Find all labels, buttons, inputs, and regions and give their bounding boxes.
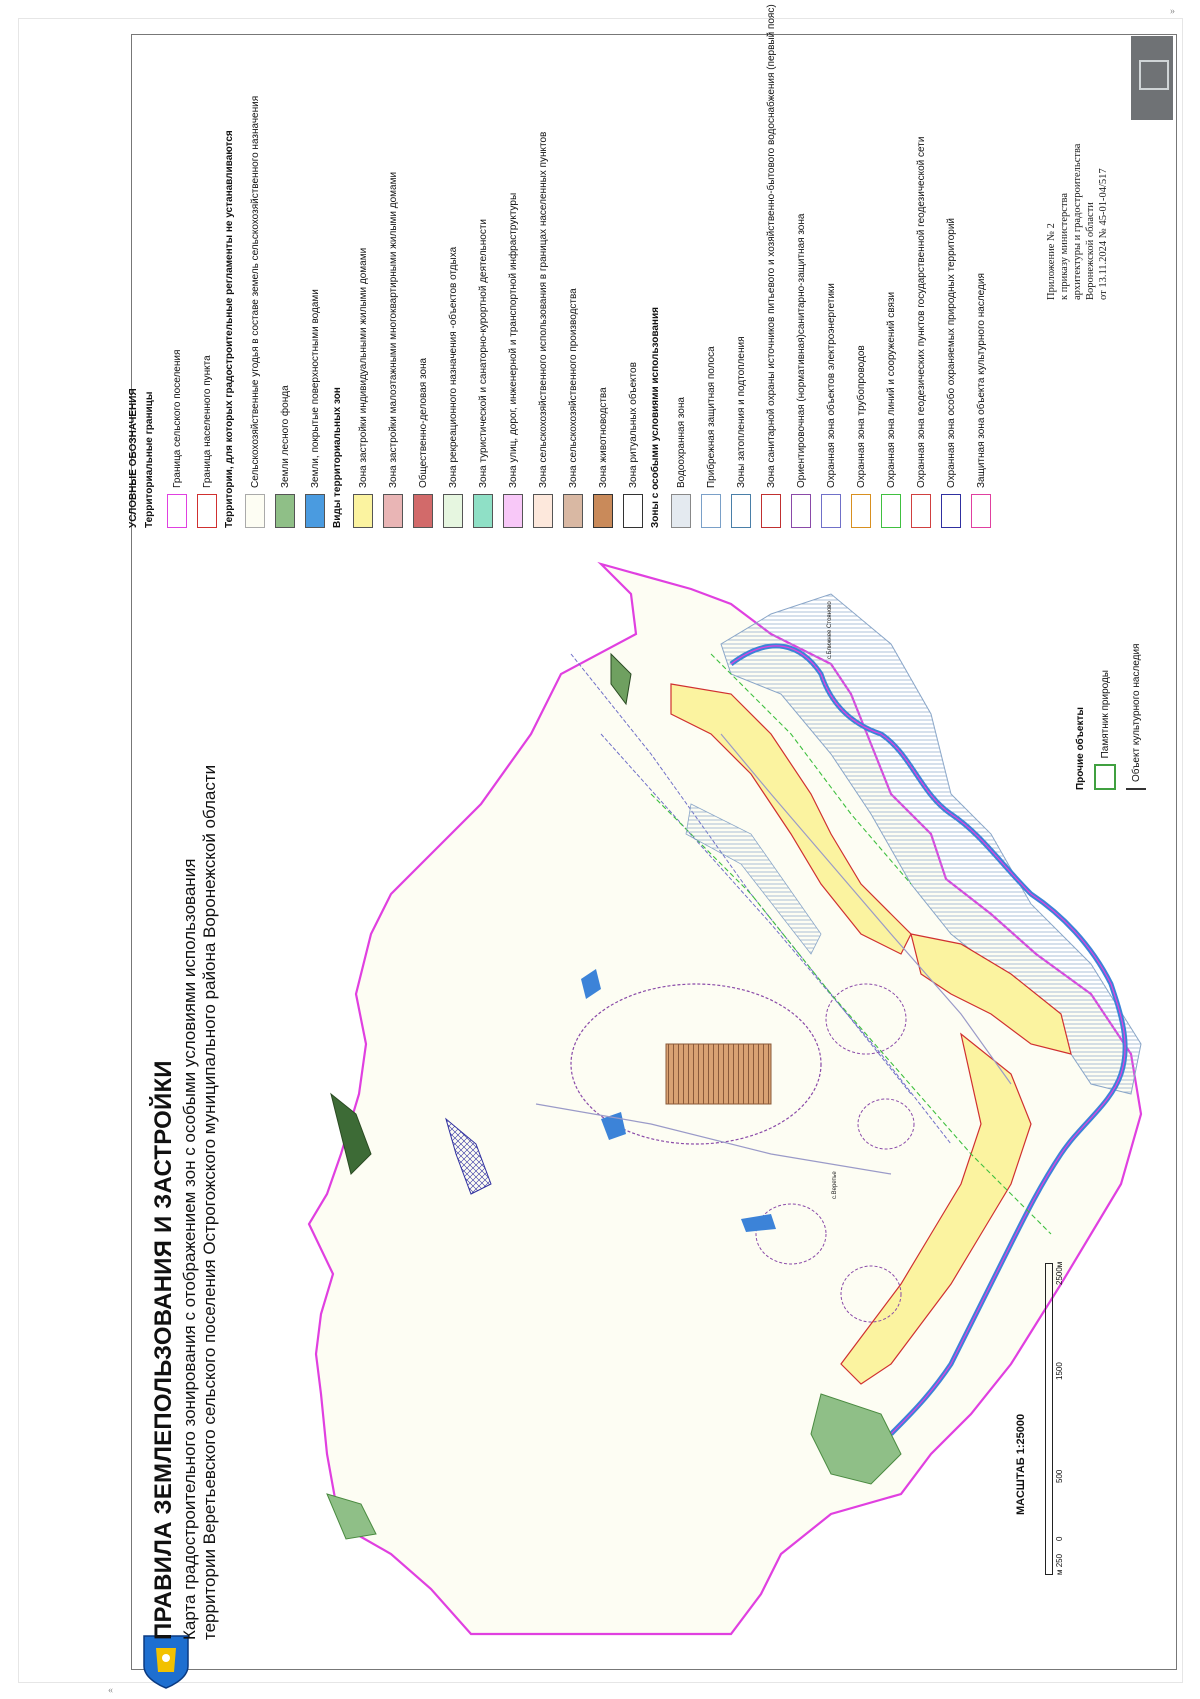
legend-row-sanitary-zone: [758, 4, 784, 528]
nature-monument-icon: [1094, 764, 1116, 790]
legend-section-boundaries: Территориальные границы: [144, 391, 155, 528]
legend-swatch-zone-individual: [353, 494, 373, 528]
legend-label: Объект культурного наследия: [1130, 643, 1142, 782]
legend-section-special: Зоны с особыми условиями использования: [650, 307, 661, 528]
legend-section-no_regulations: Территории, для которых градостроительные регламенты не устанавливаются: [224, 130, 235, 528]
legend-row-zone-tourist: [470, 219, 496, 528]
legend-label: Зона застройки малоэтажными многоквартирными жилыми домами: [387, 171, 399, 488]
legend-label: Водоохранная зона: [675, 397, 687, 488]
legend-row-zone-livestock: [590, 387, 616, 528]
legend-swatch-water-land: [305, 494, 325, 528]
legend-label: Прибрежная защитная полоса: [705, 346, 717, 488]
legend-swatch-coastal-strip: [701, 494, 721, 528]
approval-line: Воронежской области: [1085, 202, 1096, 300]
approval-line: архитектуры и градостроительства: [1072, 143, 1083, 300]
legend-swatch-agri-land: [245, 494, 265, 528]
legend-row-coastal-strip: [698, 346, 724, 528]
scale-bar: [1015, 1245, 1075, 1575]
legend-swatch-zone-lowrise: [383, 494, 403, 528]
legend-row-zone-agri-prod: [560, 288, 586, 528]
legend-label: Охранная зона трубопроводов: [855, 345, 867, 488]
legend-row: [1126, 643, 1146, 790]
legend-swatch-forest-land: [275, 494, 295, 528]
corner-mark-bottom-left: «: [108, 1685, 113, 1696]
legend-label: Охранная зона геодезических пунктов государственной геодезической сети: [915, 136, 927, 488]
legend-row-zone-public: [410, 358, 436, 528]
other-objects-heading: Прочие объекты: [1075, 707, 1086, 790]
place-label: с.Веретье: [832, 1171, 838, 1199]
legend-label: Граница населенного пункта: [201, 355, 213, 488]
legend-swatch-sanitary-zone: [761, 494, 781, 528]
legend-label: Граница сельского поселения: [171, 349, 183, 488]
legend-label: Сельскохозяйственные угодья в составе земель сельскохозяйственного назначения: [249, 95, 261, 488]
legend-label: Зона рекреационного назначения -объектов отдыха: [447, 246, 459, 488]
legend-label: Зоны затопления и подтопления: [735, 336, 747, 488]
scale-tick: 500: [1055, 1469, 1064, 1483]
page-title: ПРАВИЛА ЗЕМЛЕПОЛЬЗОВАНИЯ И ЗАСТРОЙКИ: [150, 1060, 177, 1640]
legend-heading: УСЛОВНЫЕ ОБОЗНАЧЕНИЯ: [128, 388, 139, 528]
legend-row-agri-land: [242, 96, 268, 528]
legend-row-geodetic-zone: [908, 137, 934, 528]
legend-swatch-pipeline-zone: [851, 494, 871, 528]
legend-label: Зона животноводства: [597, 387, 609, 488]
legend-label: Земли, покрытые поверхностными водами: [309, 289, 321, 488]
corner-mark-top-right: »: [1170, 6, 1175, 17]
legend-row-power-zone: [818, 283, 844, 528]
legend-swatch-water-protection: [671, 494, 691, 528]
legend-label: Зона застройки индивидуальными жилыми домами: [357, 247, 369, 488]
legend-section-zones: Виды территориальных зон: [332, 387, 343, 528]
legend-swatch-nature-zone: [941, 494, 961, 528]
legend-label: Охранная зона объектов электроэнергетики: [825, 283, 837, 488]
legend-row-zone-streets: [500, 193, 526, 528]
approval-line: Приложение № 2: [1046, 223, 1057, 300]
legend-row-flood-zone: [728, 337, 754, 528]
legend-swatch-zone-streets: [503, 494, 523, 528]
legend-label: Памятник природы: [1099, 670, 1111, 759]
legend-label: Земли лесного фонда: [279, 385, 291, 488]
legend-label: Зона туристической и санаторно-курортной деятельности: [477, 218, 489, 488]
legend-row-sanitary-protection: [788, 214, 814, 528]
legend-swatch-zone-public: [413, 494, 433, 528]
scale-tick: м 250: [1055, 1553, 1064, 1575]
legend-row-forest-land: [272, 385, 298, 528]
legend-label: Зона улиц, дорог, инженерной и транспортной инфраструктуры: [507, 192, 519, 488]
other-objects-legend: [1075, 643, 1175, 790]
legend-row-zone-ritual: [620, 362, 646, 528]
legend-row: [1094, 670, 1116, 790]
legend-row-water-land: [302, 289, 328, 528]
legend-swatch-zone-ritual: [623, 494, 643, 528]
legend-row-zone-individual: [350, 248, 376, 528]
legend-row-water-protection: [668, 397, 694, 528]
legend-label: Общественно-деловая зона: [417, 357, 429, 488]
legend-swatch-zone-agri-settle: [533, 494, 553, 528]
scale-tick: 2500м: [1055, 1261, 1064, 1285]
legend-label: Зона сельскохозяйственного производства: [567, 288, 579, 488]
legend-row-heritage-zone: [968, 273, 994, 528]
legend-swatch-power-zone: [821, 494, 841, 528]
legend-swatch-zone-tourist: [473, 494, 493, 528]
legend-label: Зона сельскохозяйственного использования в границах населенных пунктов: [537, 131, 549, 488]
legend-swatch-zone-livestock: [593, 494, 613, 528]
scale-bar-line: [1045, 1263, 1053, 1575]
legend-swatch-flood-zone: [731, 494, 751, 528]
legend-row-zone-agri-settle: [530, 132, 556, 528]
scale-tick: 0: [1055, 1536, 1064, 1541]
map-legend: [128, 4, 1100, 528]
legend-swatch-comm-zone: [881, 494, 901, 528]
legend-swatch-zone-agri-prod: [563, 494, 583, 528]
legend-swatch-locality-boundary: [197, 494, 217, 528]
legend-swatch-sanitary-protection: [791, 494, 811, 528]
legend-swatch-geodetic-zone: [911, 494, 931, 528]
legend-label: Охранная зона линий и сооружений связи: [885, 291, 897, 488]
legend-row-pipeline-zone: [848, 345, 874, 528]
page-subtitle: Карта градостроительного зонирования с отображением зон с особыми условиями использования: [180, 858, 199, 1640]
legend-row-zone-lowrise: [380, 172, 406, 528]
place-label: с.Ближнее Стояново: [827, 601, 833, 659]
approval-line: к приказу министерства: [1059, 192, 1070, 300]
legend-label: Зона ритуальных объектов: [627, 362, 639, 488]
legend-label: Охранная зона особо охраняемых природных территорий: [945, 218, 957, 488]
legend-label: Защитная зона объекта культурного наследия: [975, 273, 987, 488]
page-subtitle-2: территории Веретьевского сельского поселения Острогожского муниципального района Воронежской области: [200, 764, 219, 1640]
legend-label: Зона санитарной охраны источников питьевого и хозяйственно-бытового водоснабжения (первый пояс): [765, 4, 777, 488]
legend-row-nature-zone: [938, 218, 964, 528]
legend-swatch-heritage-zone: [971, 494, 991, 528]
approval-line: от 13.11.2024 № 45-01-04/517: [1098, 168, 1109, 300]
legend-row-comm-zone: [878, 292, 904, 528]
legend-row-zone-recreation: [440, 247, 466, 528]
coat-of-arms-logo: [140, 1632, 192, 1690]
scale-title: МАСШТАБ 1:25000: [1015, 1413, 1027, 1515]
legend-row-settlement-boundary: [164, 350, 190, 528]
scale-tick: 1500: [1055, 1362, 1064, 1380]
legend-swatch-zone-recreation: [443, 494, 463, 528]
title-block: [150, 540, 240, 1640]
legend-label: Ориентировочная (нормативная)санитарно-защитная зона: [795, 213, 807, 488]
legend-swatch-settlement-boundary: [167, 494, 187, 528]
legend-row-locality-boundary: [194, 355, 220, 528]
heritage-object-icon: [1126, 788, 1146, 790]
